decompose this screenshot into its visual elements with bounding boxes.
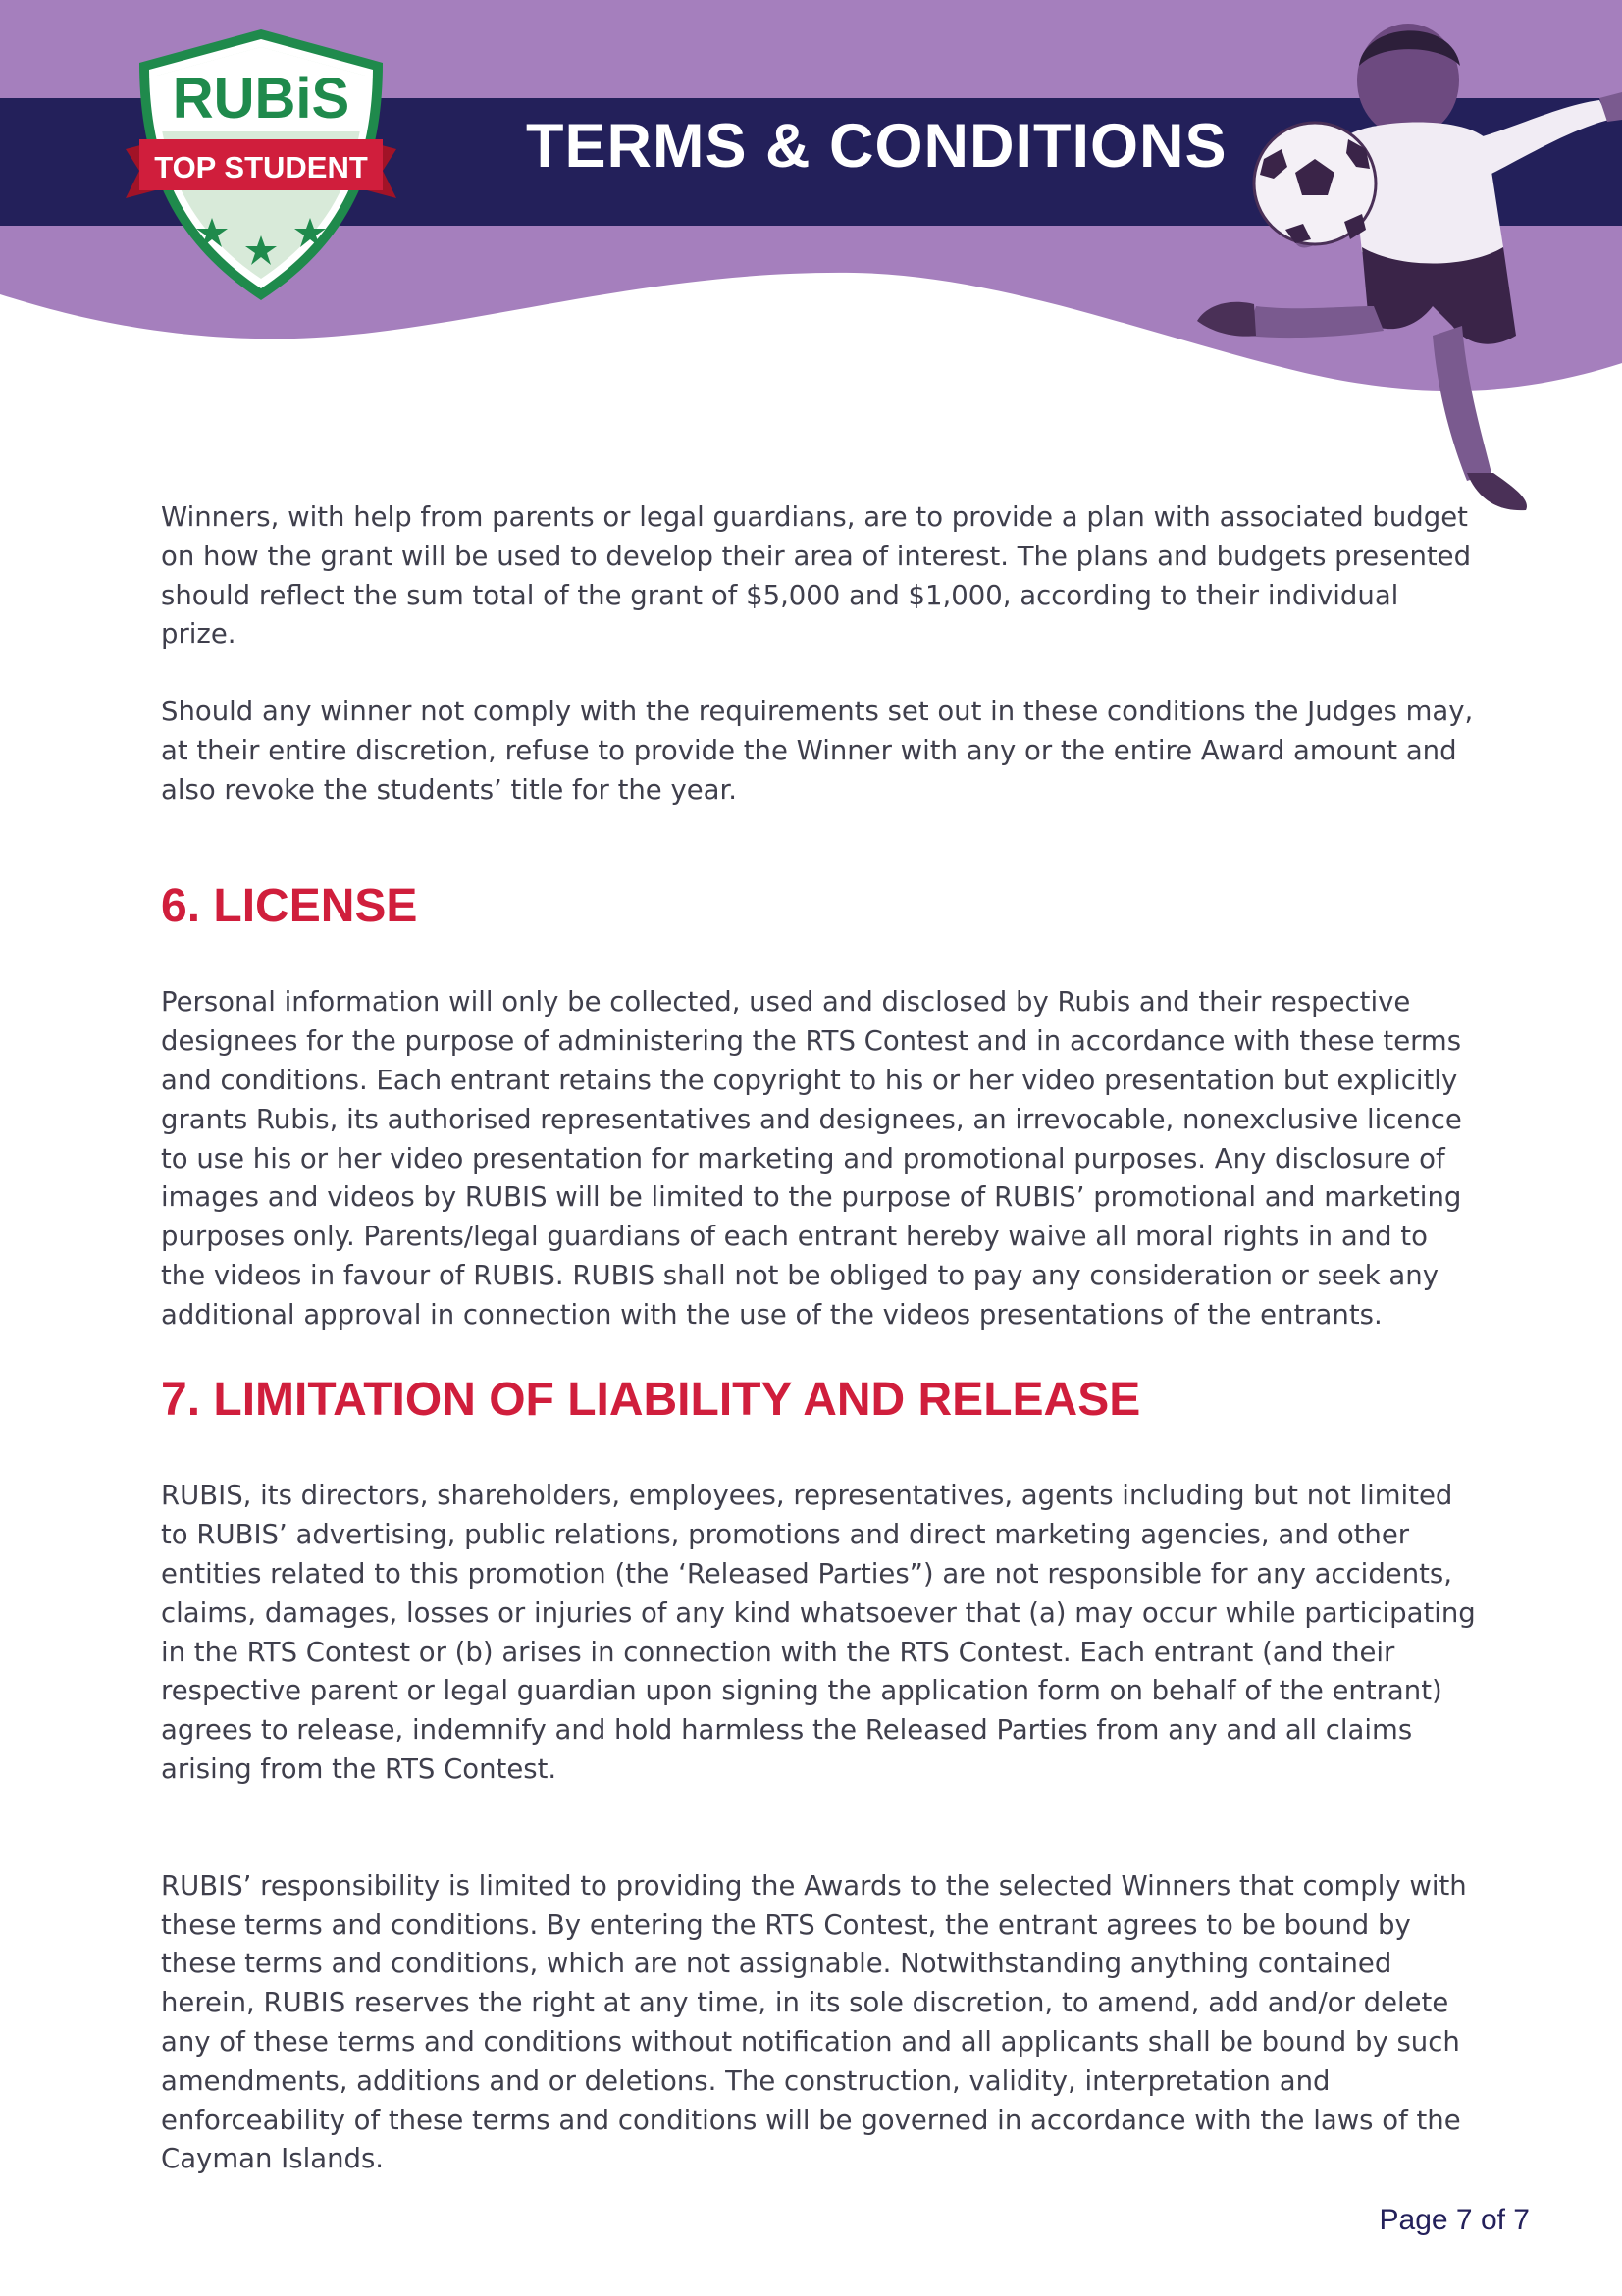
section-heading-liability: 7. LIMITATION OF LIABILITY AND RELEASE bbox=[161, 1373, 1141, 1426]
paragraph-responsibility: RUBIS’ responsibility is limited to providing the Awards to the selected Winners that comply with these terms and conditions. By entering the RTS Contest, the entrant agrees to be bound by these terms and conditions, which are not assignable. Notwithstanding anything contained herein, RUBIS reserves the right at any time, in its sole discretion, to amend, add and/or delete any of these terms and conditions without notification and all applicants shall be bound by such amendments, additions and or deletions. The construction, validity, interpretation and enforceability of these terms and conditions will be governed in accordance with the laws of the Cayman Islands. bbox=[161, 1869, 1467, 2175]
paragraph-noncompliance: Should any winner not comply with the requirements set out in these conditions the Judges may, at their entire discretion, refuse to provide the Winner with any or the entire Award amount and also revoke the students’ title for the year. bbox=[161, 696, 1474, 806]
section-heading-license: 6. LICENSE bbox=[161, 879, 418, 932]
paragraph-liability-release: RUBIS, its directors, shareholders, employees, representatives, agents including but not limited to RUBIS’ advertising, public relations, promotions and direct marketing agencies, and other entities related to this promotion (the ‘Released Parties”) are not responsible for any accidents, claims, damages, losses or injuries of any kind whatsoever that (a) may occur while participating in the RTS Contest or (b) arises in connection with the RTS Contest. Each entrant (and their respective parent or legal guardian upon signing the application form on behalf of the entrant) agrees to release, indemnify and hold harmless the Released Parties from any and all claims arising from the RTS Contest. bbox=[161, 1480, 1476, 1785]
page-number: Page 7 of 7 bbox=[1379, 2204, 1530, 2236]
badge-brand-text: RUBiS bbox=[172, 67, 350, 130]
soccer-player-illustration bbox=[1138, 12, 1622, 522]
paragraph-grant-plan: Winners, with help from parents or legal guardians, are to provide a plan with associated budget on how the grant will be used to develop their area of interest. The plans and budgets presented should reflect the sum total of the grant of $5,000 and $1,000, according to their individual prize. bbox=[161, 501, 1472, 651]
paragraph-license: Personal information will only be collected, used and disclosed by Rubis and their respective designees for the purpose of administering the RTS Contest and in accordance with these terms and conditions. Each entrant retains the copyright to his or her video presentation but explicitly grants Rubis, its authorised representatives and designees, an irrevocable, nonexclusive licence to use his or her video presentation for marketing and promotional purposes. Any disclosure of images and videos by RUBIS will be limited to the purpose of RUBIS’ promotional and marketing purposes only. Parents/legal guardians of each entrant hereby waive all moral rights in and to the videos in favour of RUBIS. RUBIS shall not be obliged to pay any consideration or seek any additional approval in connection with the use of the videos presentations of the entrants. bbox=[161, 986, 1462, 1331]
document-body bbox=[161, 498, 1476, 2179]
badge-ribbon-text: TOP STUDENT bbox=[154, 150, 368, 184]
page-title: TERMS & CONDITIONS bbox=[526, 112, 1228, 181]
rubis-top-student-logo bbox=[126, 24, 396, 308]
